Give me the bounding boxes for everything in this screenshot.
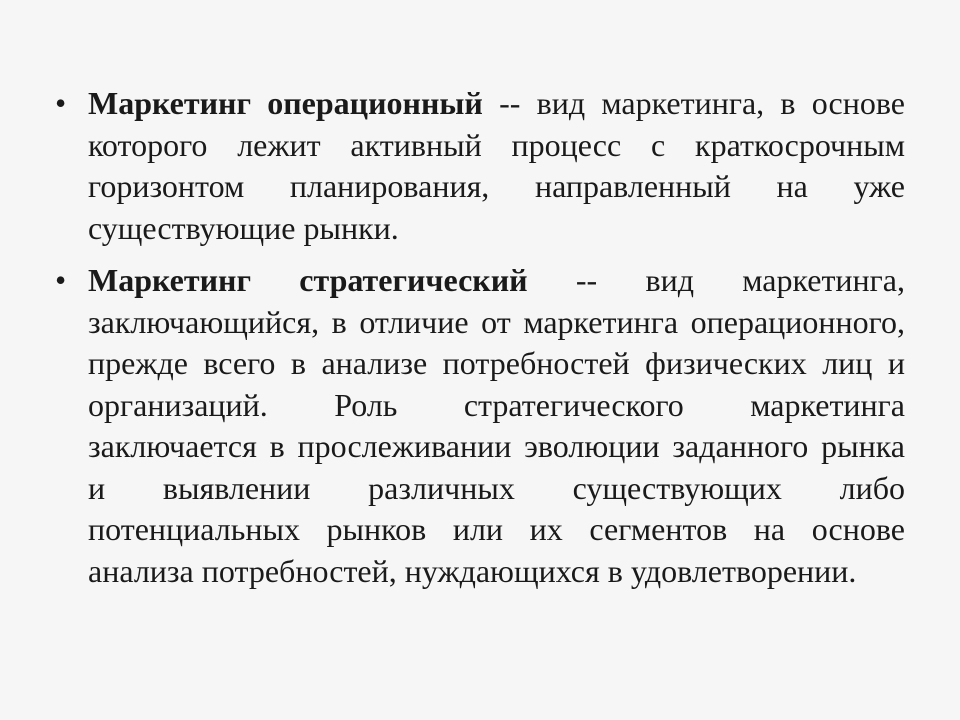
bullet-point-icon: •: [55, 85, 67, 121]
term-heading: Маркетинг стратегический: [88, 262, 528, 298]
bullet-paragraph: [88, 83, 905, 249]
bullet-point-icon: •: [55, 262, 67, 298]
bullet-paragraph: [88, 260, 905, 592]
bullet-item-operational-marketing: [55, 83, 905, 249]
term-heading: Маркетинг операционный: [88, 85, 483, 121]
term-definition: -- вид маркетинга, в основе которого лежит активный процесс с краткосрочным горизонтом планирования, направленный на уже существующие рынки.: [88, 85, 906, 246]
bullet-item-strategic-marketing: [55, 260, 905, 592]
bullet-list: [55, 83, 905, 603]
term-definition: -- вид маркетинга, заключающийся, в отличие от маркетинга операционного, прежде всего в анализе потребностей физических лиц и организаций. Роль стратегического маркетинга заключается в прослеживании эволюции заданного рынка и выявлении различных существующих либо потенциальных рынков или их сегментов на основе анализа потребностей, нуждающихся в удовлетворении.: [88, 262, 905, 589]
